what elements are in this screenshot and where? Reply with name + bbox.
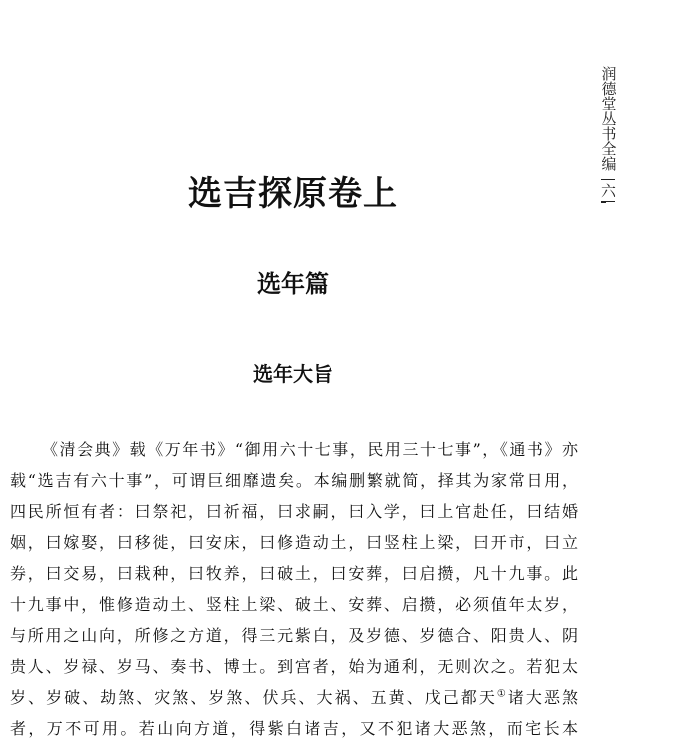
- body-line-part: 岁、岁破、劫煞、灾煞、岁煞、伏兵、大祸、五黄、戊己都天: [10, 688, 497, 707]
- body-line: 四民所恒有者：曰祭祀，曰祈福，曰求嗣，曰入学，曰上官赴任，曰结婚: [10, 502, 578, 521]
- volume-title: 选吉探原卷上: [188, 174, 398, 214]
- body-line: 姻，曰嫁娶，曰移徙，曰安床，曰修造动土，曰竖柱上梁，曰开市，曰立: [10, 533, 578, 552]
- section-title: 选年篇: [257, 270, 329, 298]
- footnote-marker[interactable]: ①: [496, 688, 508, 700]
- body-paragraph: [10, 434, 578, 744]
- body-line: 券，曰交易，曰栽种，曰牧养，曰破土，曰安葬，曰启攒，凡十九事。此: [10, 564, 578, 583]
- body-line: 与所用之山向，所修之方道，得三元紫白，及岁德、岁德合、阳贵人、阴: [10, 626, 578, 645]
- series-title: 润德堂丛书全编: [599, 66, 618, 171]
- subsection-title: 选年大旨: [253, 362, 333, 386]
- body-line: 贵人、岁禄、岁马、奏书、博士。到宫者，始为通利，无则次之。若犯太: [10, 657, 578, 676]
- body-line: 者，万不可用。若山向方道，得紫白诸吉，又不犯诸大恶煞，而宅长本: [10, 719, 578, 738]
- series-side-header: [598, 66, 618, 202]
- body-line-with-footnote: [10, 682, 578, 713]
- body-line: 载“选吉有六十事”，可谓巨细靡遗矣。本编删繁就简，择其为家常日用，: [10, 471, 578, 490]
- body-line: 《清会典》载《万年书》“御用六十七事，民用三十七事”，《通书》亦: [42, 440, 578, 459]
- body-line-part: 诸大恶煞: [507, 688, 578, 707]
- body-line: 十九事中，惟修造动土、竖柱上梁、破土、安葬、启攒，必须值年太岁，: [10, 595, 578, 614]
- page-number: 六: [601, 179, 615, 202]
